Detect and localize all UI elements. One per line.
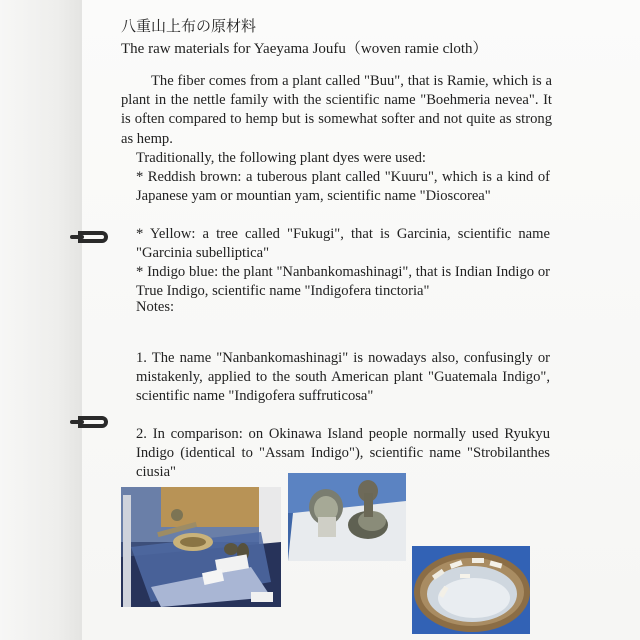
binder-ring-top <box>78 231 108 243</box>
dye-item-yellow: * Yellow: a tree called "Fukugi", that is Garcinia, scientific name "Garcinia subelliptica" <box>136 226 550 262</box>
note-2: 2. In comparison: on Okinawa Island people normally used Ryukyu Indigo (identical to "Assam Indigo"), scientific name "Strobilanthes ciusia" <box>136 426 550 481</box>
intro-paragraph: The fiber comes from a plant called "Buu", that is Ramie, which is a plant in the nettle family with the scientific name "Boehmeria nevea". It is often compared to hemp but is somewhat softer and not quite as strong as hemp. <box>121 73 552 147</box>
dyes-intro: Traditionally, the following plant dyes were used: <box>136 150 426 166</box>
binder-ring-bottom <box>78 416 108 428</box>
title-english: The raw materials for Yaeyama Joufu（woven ramie cloth） <box>121 41 488 57</box>
photo-display-case <box>121 487 281 607</box>
title-japanese: 八重山上布の原材料 <box>121 17 257 35</box>
note-1: 1. The name "Nanbankomashinagi" is nowadays also, confusingly or mistakenly, applied to the south American plant "Guatemala Indigo", scientific name "Indigofera suffruticosa" <box>136 350 550 405</box>
photo-basket <box>412 546 530 634</box>
notes-label: Notes: <box>136 299 175 315</box>
dye-item-reddish-brown: * Reddish brown: a tuberous plant called "Kuuru", which is a kind of Japanese yam or mountian yam, scientific name "Dioscorea" <box>136 169 550 205</box>
photo-fiber-tuber <box>288 473 406 561</box>
dye-item-indigo: * Indigo blue: the plant "Nanbankomashinagi", that is Indian Indigo or True Indigo, scientific name "Indigofera tinctoria" <box>136 264 550 300</box>
binder-edge <box>0 0 82 640</box>
